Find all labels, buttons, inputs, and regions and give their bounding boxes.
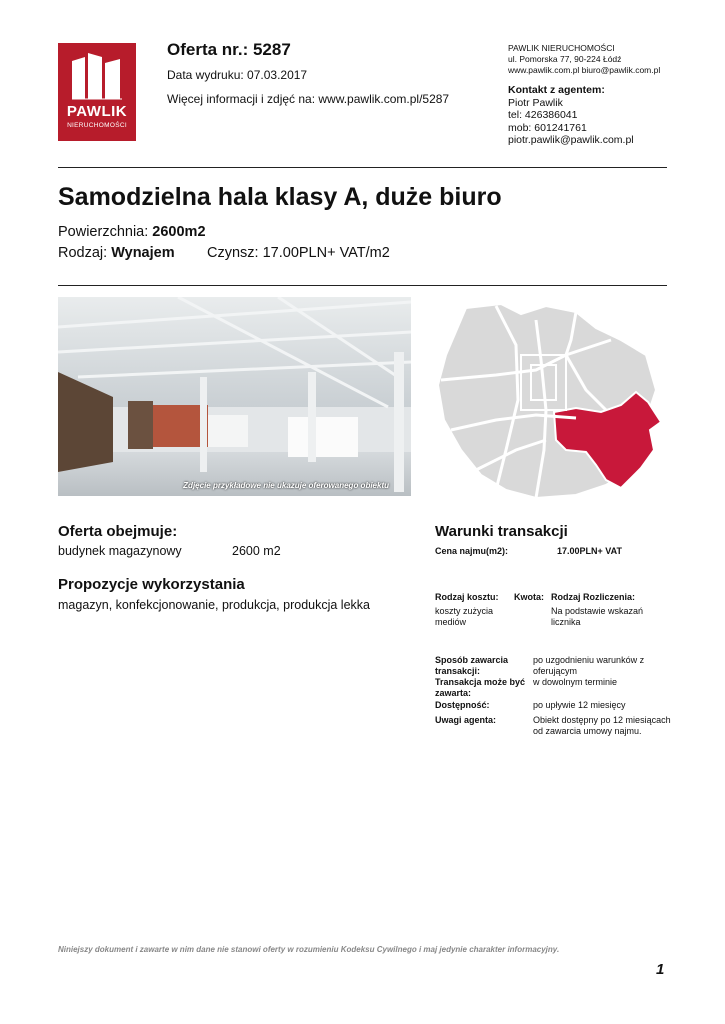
divider: [58, 285, 667, 286]
logo-subtitle: NIERUCHOMOŚCI: [67, 122, 127, 129]
settlement-value: [551, 606, 643, 627]
warehouse-photo-image: [58, 297, 411, 496]
offer-includes-item: budynek magazynowy: [58, 544, 182, 558]
when-label-line: zawarta:: [435, 687, 472, 698]
page-number: 1: [656, 961, 665, 978]
legal-disclaimer: Niniejszy dokument i zawarte w nim dane nie stanowi oferty w rozumieniu Kodeksu Cywilnego i maj jedynie charakter informacyjny.: [58, 945, 560, 954]
agent-name: Piotr Pawlik: [508, 96, 563, 109]
usage-heading: Propozycje wykorzystania: [58, 576, 245, 593]
availability-label: Dostępność:: [435, 700, 490, 710]
company-web[interactable]: www.pawlik.com.pl biuro@pawlik.com.pl: [508, 65, 661, 75]
company-name: PAWLIK NIERUCHOMOŚCI: [508, 43, 615, 53]
offer-includes-area: 2600 m2: [232, 544, 281, 558]
cost-type-value: [435, 606, 493, 627]
area-value: 2600m2: [152, 224, 206, 240]
price-label: Cena najmu(m2):: [435, 546, 509, 556]
notes-value-line: Obiekt dostępny po 12 miesiącach: [533, 715, 671, 725]
listing-title: Samodzielna hala klasy A, duże biuro: [58, 183, 502, 211]
logo-name: PAWLIK: [66, 103, 128, 120]
property-photo: [58, 297, 411, 496]
agent-tel: tel: 426386041: [508, 109, 578, 121]
notes-label: Uwagi agenta:: [435, 715, 497, 725]
area-line: [58, 224, 206, 240]
type-line: [58, 245, 175, 261]
usage-text: magazyn, konfekcjonowanie, produkcja, produkcja lekka: [58, 598, 370, 612]
company-logo: [58, 43, 136, 141]
agent-contact: [508, 84, 634, 147]
print-date: Data wydruku: 07.03.2017: [167, 68, 308, 82]
settlement-label: Rodzaj Rozliczenia:: [551, 592, 636, 602]
divider: [58, 167, 667, 168]
terms-heading: Warunki transakcji: [435, 523, 568, 540]
conclusion-label-line: transakcji:: [435, 665, 481, 676]
conclusion-label-line: Sposób zawarcia: [435, 655, 509, 665]
type-value: Wynajem: [111, 245, 175, 261]
price-value: 17.00PLN+ VAT: [557, 546, 622, 556]
cost-type-value-line: mediów: [435, 616, 467, 627]
offer-number: Oferta nr.: 5287: [167, 40, 291, 59]
agent-mob: mob: 601241761: [508, 121, 587, 134]
notes-value-line: od zawarcia umowy najmu.: [533, 725, 642, 736]
more-info-link[interactable]: Więcej informacji i zdjęć na: www.pawlik.com.pl/5287: [167, 92, 450, 106]
contact-heading: Kontakt z agentem:: [508, 84, 605, 96]
type-label: Rodzaj:: [58, 245, 108, 261]
settlement-value-line: Na podstawie wskazań: [551, 606, 644, 616]
rent-line: Czynsz: 17.00PLN+ VAT/m2: [207, 245, 390, 261]
cost-type-label: Rodzaj kosztu:: [435, 592, 499, 602]
when-label-line: Transakcja może być: [435, 677, 526, 687]
area-label: Powierzchnia:: [58, 224, 149, 240]
city-map-image: [436, 300, 666, 500]
conclusion-value: [533, 655, 644, 676]
availability-value: po upływie 12 miesięcy: [533, 700, 626, 710]
company-info: [508, 43, 660, 76]
conclusion-label: [435, 655, 508, 676]
notes-value: [533, 715, 671, 736]
conclusion-value-line: oferującym: [533, 665, 578, 676]
offer-includes-heading: Oferta obejmuje:: [58, 523, 178, 540]
when-label: [435, 677, 525, 698]
agent-email[interactable]: piotr.pawlik@pawlik.com.pl: [508, 134, 634, 146]
location-map: [436, 300, 666, 500]
company-address: ul. Pomorska 77, 90-224 Łódź: [508, 54, 622, 64]
when-value: w dowolnym terminie: [533, 677, 618, 687]
settlement-value-line: licznika: [551, 616, 581, 627]
cost-type-value-line: koszty zużycia: [435, 606, 494, 616]
conclusion-value-line: po uzgodnieniu warunków z: [533, 655, 645, 665]
photo-caption: Zdjęcie przykładowe nie ukazuje oferowanego obiektu: [183, 481, 389, 490]
amount-label: Kwota:: [514, 592, 544, 602]
